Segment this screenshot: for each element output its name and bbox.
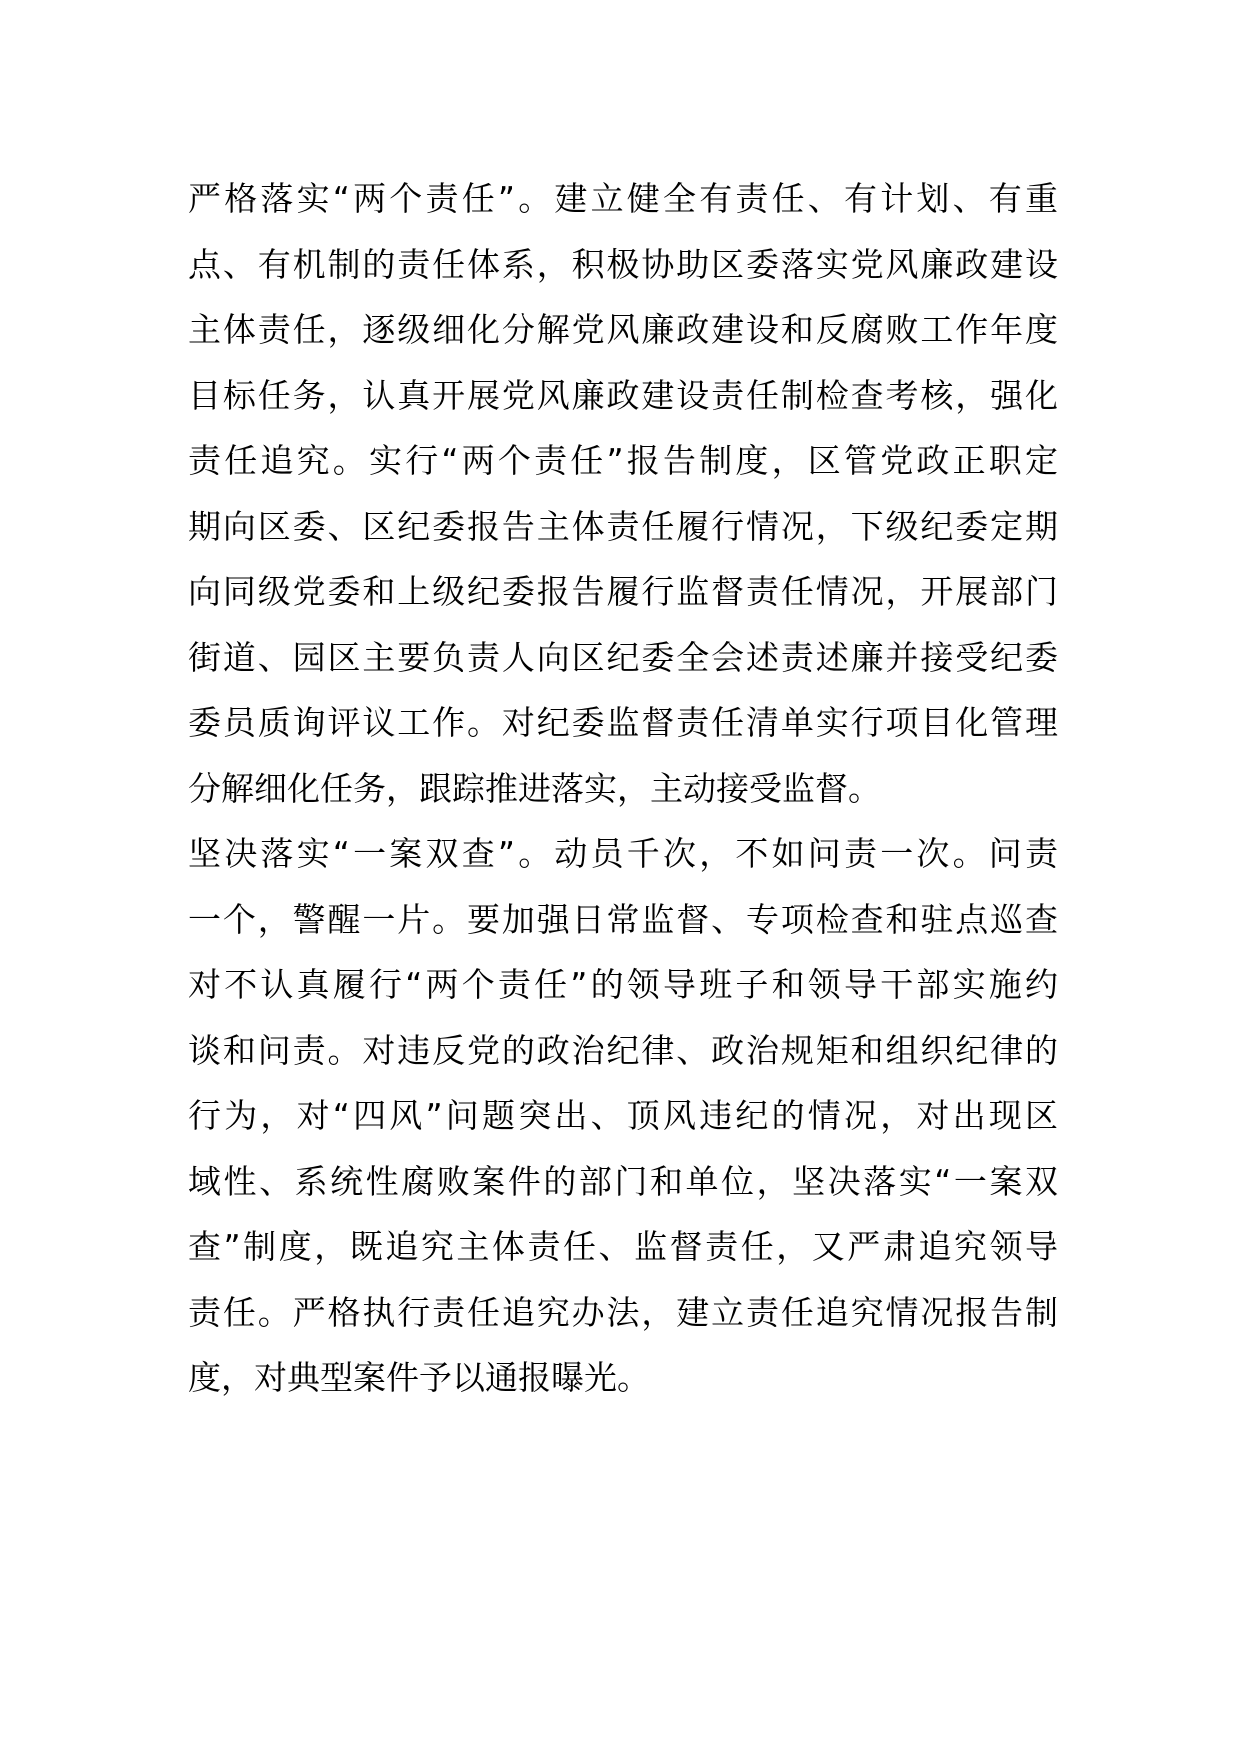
text-line: 行为，对“四风”问题突出、顶风违纪的情况，对出现区 <box>188 1096 1058 1135</box>
text-line: 度，对典型案件予以通报曝光。 <box>188 1358 650 1397</box>
text-line: 责任追究。实行“两个责任”报告制度，区管党政正职定 <box>188 441 1058 480</box>
text-line: 域性、系统性腐败案件的部门和单位，坚决落实“一案双 <box>188 1161 1058 1201</box>
text-line: 主体责任，逐级细化分解党风廉政建设和反腐败工作年度 <box>188 310 1058 349</box>
text-line: 对不认真履行“两个责任”的领导班子和领导干部实施约 <box>188 965 1058 1004</box>
text-line: 责任。严格执行责任追究办法，建立责任追究情况报告制 <box>188 1292 1058 1332</box>
text-line: 街道、园区主要负责人向区纪委全会述责述廉并接受纪委 <box>188 637 1058 677</box>
text-line: 期向区委、区纪委报告主体责任履行情况，下级纪委定期 <box>188 506 1058 546</box>
text-line: 分解细化任务，跟踪推进落实，主动接受监督。 <box>188 768 881 808</box>
body-text <box>188 166 1058 1411</box>
text-line: 向同级党委和上级纪委报告履行监督责任情况，开展部门 <box>188 572 1058 611</box>
text-line: 点、有机制的责任体系，积极协助区委落实党风廉政建设 <box>188 244 1058 284</box>
text-line: 目标任务，认真开展党风廉政建设责任制检查考核，强化 <box>188 375 1058 415</box>
text-line: 坚决落实“一案双查”。动员千次，不如问责一次。问责 <box>188 834 1058 873</box>
text-line: 一个，警醒一片。要加强日常监督、专项检查和驻点巡查 <box>188 899 1058 939</box>
text-line: 委员质询评议工作。对纪委监督责任清单实行项目化管理 <box>188 703 1058 742</box>
text-line: 谈和问责。对违反党的政治纪律、政治规矩和组织纪律的 <box>188 1030 1058 1070</box>
text-line: 查”制度，既追究主体责任、监督责任，又严肃追究领导 <box>188 1227 1058 1266</box>
text-line: 严格落实“两个责任”。建立健全有责任、有计划、有重 <box>188 179 1058 218</box>
